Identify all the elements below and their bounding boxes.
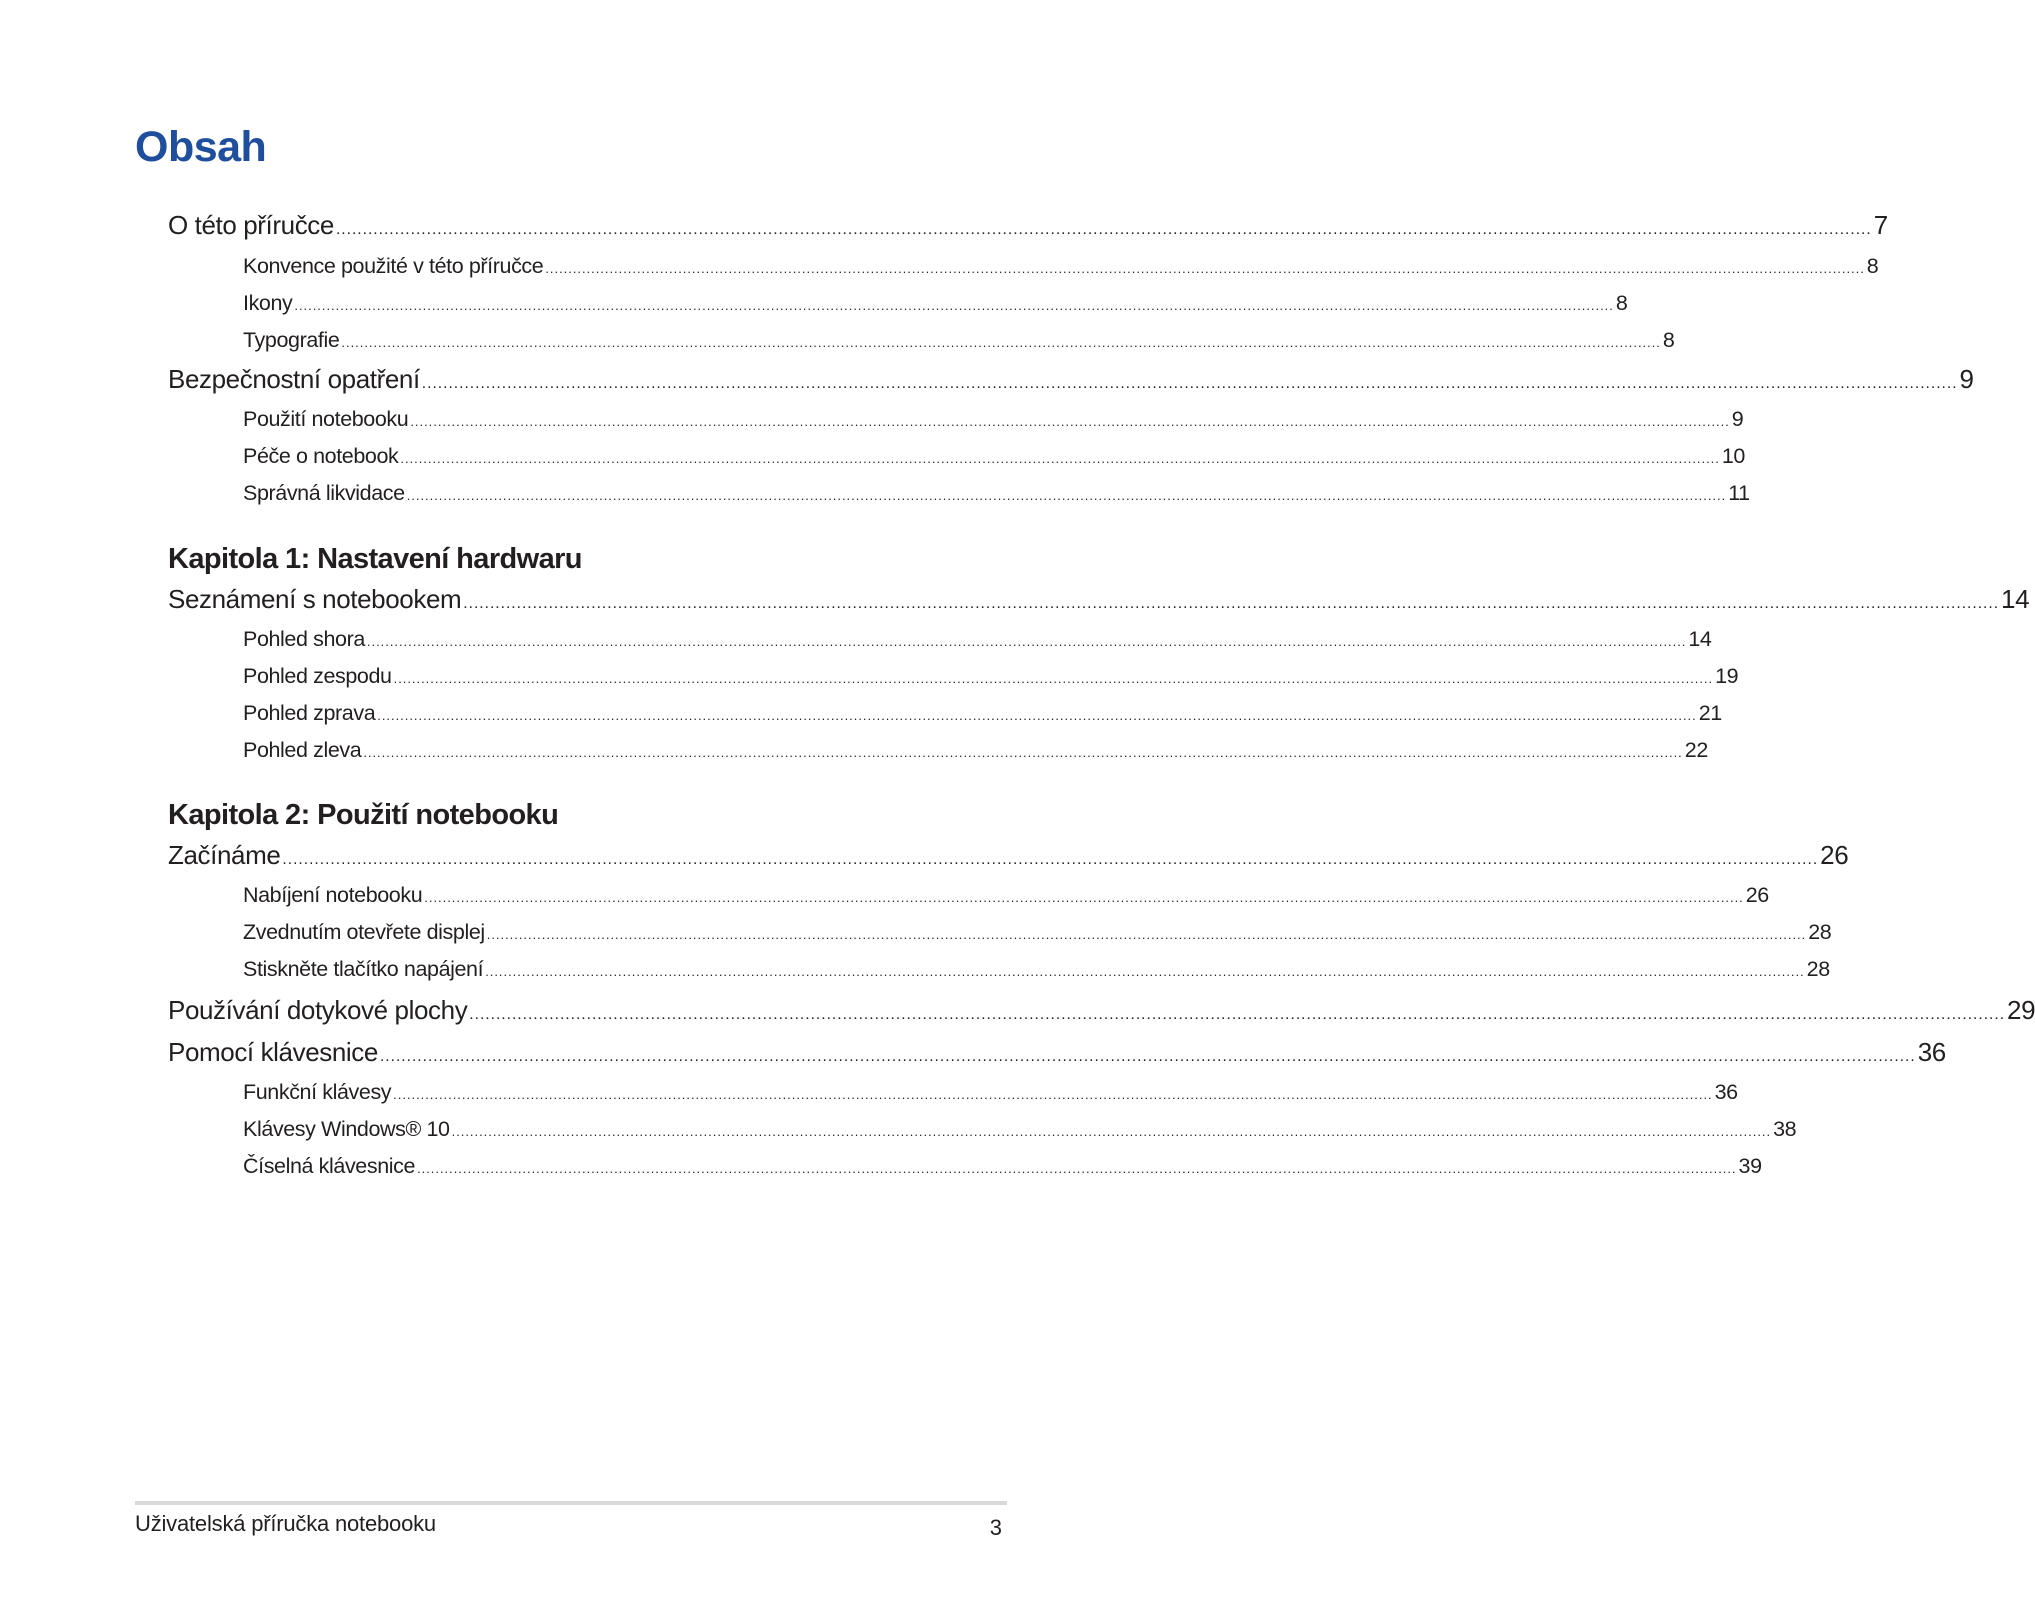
toc-entry-page: 22 [1684,738,1708,762]
toc-entry-pece-o-notebook[interactable] [243,444,1745,472]
toc-entry-label: Konvence použité v této příručce [243,254,544,278]
footer-page-number: 3 [989,1515,1002,1540]
toc-entry-page: 8 [1615,291,1628,315]
toc-entry-page: 14 [1688,627,1712,651]
toc-entry-label: Zvednutím otevřete displej [243,920,485,944]
toc-entry-page: 28 [1808,920,1832,944]
toc-entry-label: Pomocí klávesnice [168,1037,378,1067]
toc-entry-page: 8 [1662,328,1675,352]
toc-entry-label: Stiskněte tlačítko napájení [243,957,484,981]
dot-leader: ................................................................................................................................................................................................................................................................................................ [393,1087,1713,1102]
dot-leader: ................................................................................................................................................................................................................................................................................................ [294,298,1614,313]
toc-entry-page: 9 [1731,407,1744,431]
dot-leader: ................................................................................................................................................................................................................................................................................................ [410,414,1730,429]
toc-entry-label: Pohled zespodu [243,664,392,688]
toc-entry-page: 29 [2007,995,2035,1025]
toc-entry-bezpecnostni-opatreni[interactable] [168,364,1974,398]
footer-title: Uživatelská příručka notebooku [135,1511,436,1536]
toc-entry-page: 14 [2001,584,2030,614]
toc-entry-page: 21 [1698,701,1722,725]
toc-entry-label: O této příručce [168,210,334,240]
toc-entry-ciselna-klavesnice[interactable] [243,1154,1762,1182]
dot-leader: ................................................................................................................................................................................................................................................................................................ [486,927,1807,942]
toc-entry-pouziti-notebooku[interactable] [243,407,1744,435]
toc-entry-label: Funkční klávesy [243,1080,392,1104]
dot-leader: ................................................................................................................................................................................................................................................................................................ [341,335,1661,350]
toc-entry-funkcni-klavesy[interactable] [243,1080,1738,1108]
dot-leader: ................................................................................................................................................................................................................................................................................................ [363,745,1683,760]
dot-leader: ................................................................................................................................................................................................................................................................................................ [451,1124,1772,1139]
toc-entry-seznameni[interactable] [168,584,2030,618]
toc-entry-label: Seznámení s notebookem [168,584,462,614]
toc-entry-pohled-zleva[interactable] [243,738,1708,766]
toc-entry-zaciname[interactable] [168,840,1849,874]
toc-entry-label: Klávesy Windows® 10 [243,1117,450,1141]
toc-entry-pohled-shora[interactable] [243,627,1712,655]
toc-entry-label: Začínáme [168,840,281,870]
toc-entry-klavesnice[interactable] [168,1037,1946,1071]
toc-entry-nabijeni[interactable] [243,883,1769,911]
toc-entry-pohled-zespodu[interactable] [243,664,1739,692]
toc-entry-page: 39 [1738,1154,1762,1178]
toc-entry-label: Použití notebooku [243,407,409,431]
toc-entry-stisknete[interactable] [243,957,1830,985]
toc-entry-klavesy-windows[interactable] [243,1117,1797,1145]
toc-entry-typografie[interactable] [243,328,1675,356]
toc-entry-page: 11 [1728,481,1750,505]
toc-entry-label: Typografie [243,328,340,352]
toc-entry-o-teto-prirucce[interactable] [168,210,1888,244]
toc-entry-page: 38 [1773,1117,1797,1141]
toc-entry-label: Nabíjení notebooku [243,883,423,907]
toc-entry-label: Pohled zprava [243,701,376,725]
toc-entry-page: 10 [1721,444,1745,468]
toc-entry-label: Bezpečnostní opatření [168,364,420,394]
toc-entry-page: 26 [1745,883,1769,907]
toc-entry-zvednutim[interactable] [243,920,1832,948]
dot-leader: ................................................................................................................................................................................................................................................................................................ [377,708,1697,723]
dot-leader: ................................................................................................................................................................................................................................................................................................ [469,1006,2006,1023]
toc-entry-page: 28 [1806,957,1830,981]
footer-divider [135,1501,1007,1505]
toc-entry-label: Pohled zleva [243,738,362,762]
toc-entry-label: Pohled shora [243,627,365,651]
dot-leader: ................................................................................................................................................................................................................................................................................................ [421,375,1958,392]
toc-entry-page: 19 [1715,664,1739,688]
dot-leader: ................................................................................................................................................................................................................................................................................................ [406,488,1727,503]
toc-entry-label: Používání dotykové plochy [168,995,468,1025]
dot-leader: ................................................................................................................................................................................................................................................................................................ [366,634,1687,649]
toc-entry-page: 7 [1873,210,1888,240]
dot-leader: ................................................................................................................................................................................................................................................................................................ [545,261,1865,276]
toc-entry-page: 26 [1820,840,1849,870]
toc-entry-ikony[interactable] [243,291,1628,319]
dot-leader: ................................................................................................................................................................................................................................................................................................ [335,221,1872,238]
toc-entry-page: 36 [1714,1080,1738,1104]
dot-leader: ................................................................................................................................................................................................................................................................................................ [379,1048,1916,1065]
toc-entry-pohled-zprava[interactable] [243,701,1722,729]
toc-entry-konvence[interactable] [243,254,1879,282]
toc-entry-label: Správná likvidace [243,481,405,505]
toc-entry-dotykova-plocha[interactable] [168,995,2035,1029]
toc-entry-page: 36 [1917,1037,1946,1067]
dot-leader: ................................................................................................................................................................................................................................................................................................ [393,671,1714,686]
toc-entry-label: Číselná klávesnice [243,1154,416,1178]
dot-leader: ................................................................................................................................................................................................................................................................................................ [400,451,1720,466]
toc-entry-page: 8 [1866,254,1879,278]
page-title: Obsah [135,123,267,171]
toc-entry-label: Ikony [243,291,293,315]
dot-leader: ................................................................................................................................................................................................................................................................................................ [485,964,1805,979]
toc-entry-label: Péče o notebook [243,444,399,468]
dot-leader: ................................................................................................................................................................................................................................................................................................ [282,851,1819,868]
dot-leader: ................................................................................................................................................................................................................................................................................................ [424,890,1744,905]
toc-entry-page: 9 [1959,364,1974,394]
chapter-heading: Kapitola 1: Nastavení hardwaru [168,543,582,575]
chapter-heading: Kapitola 2: Použití notebooku [168,799,559,831]
dot-leader: ................................................................................................................................................................................................................................................................................................ [417,1161,1737,1176]
dot-leader: ................................................................................................................................................................................................................................................................................................ [463,595,2000,612]
toc-entry-spravna-likvidace[interactable] [243,481,1750,509]
